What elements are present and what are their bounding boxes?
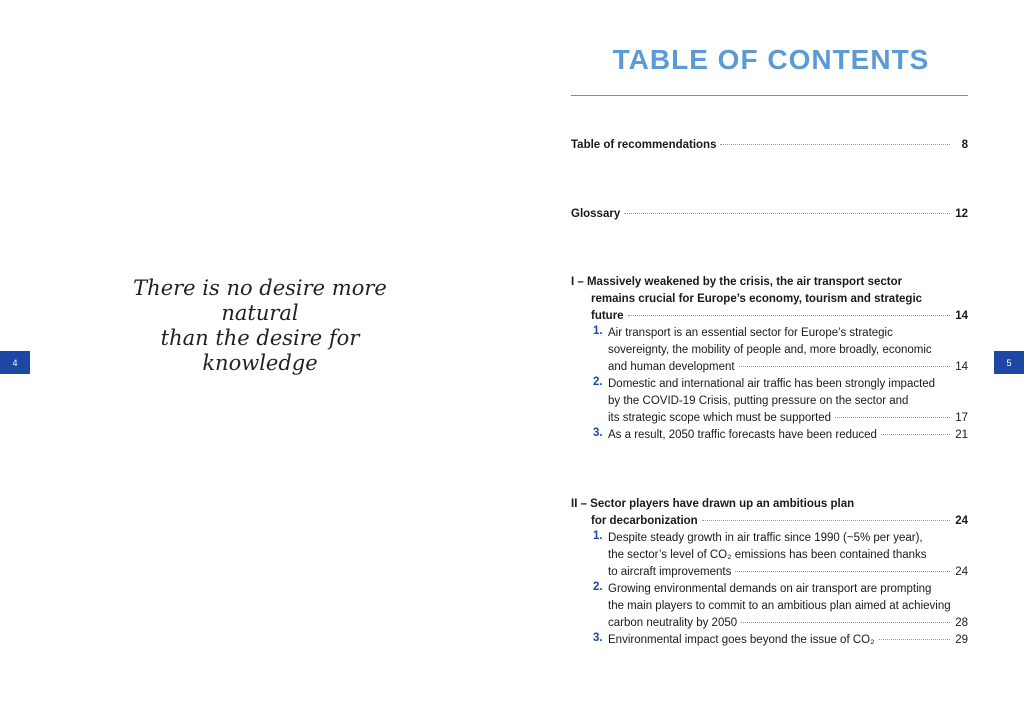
subentry-number: 3. bbox=[593, 427, 603, 439]
subentry-line: Growing environmental demands on air transport are prompting bbox=[608, 583, 932, 595]
page-number-left: 4 bbox=[0, 351, 30, 374]
toc-subentry[interactable] bbox=[571, 325, 968, 376]
subentry-line: sovereignty, the mobility of people and, more broadly, economic bbox=[608, 344, 932, 356]
subentry-line: Despite steady growth in air traffic since 1990 (~5% per year), bbox=[608, 532, 923, 544]
toc-section-2[interactable] bbox=[571, 496, 968, 649]
quote-line-2: than the desire for knowledge bbox=[160, 326, 360, 375]
subentry-line: Environmental impact goes beyond the issue of CO₂ bbox=[608, 634, 875, 646]
toc-page-number: 12 bbox=[955, 208, 968, 220]
toc-page-number: 24 bbox=[955, 566, 968, 578]
toc-entry-glossary[interactable] bbox=[571, 206, 968, 223]
page-title: TABLE OF CONTENTS bbox=[612, 44, 930, 75]
toc-entry-recommendations[interactable] bbox=[571, 137, 968, 154]
dot-leader bbox=[624, 213, 950, 214]
toc-page-number: 28 bbox=[955, 617, 968, 629]
dot-leader bbox=[881, 434, 950, 435]
subentry-line: Air transport is an essential sector for Europe’s strategic bbox=[608, 327, 893, 339]
toc-label: Table of recommendations bbox=[571, 139, 717, 151]
subentry-number: 2. bbox=[593, 376, 603, 388]
toc-page-number: 14 bbox=[955, 361, 968, 373]
dot-leader bbox=[628, 315, 950, 316]
dot-leader bbox=[702, 520, 950, 521]
dot-leader bbox=[879, 639, 950, 640]
section-heading-line: for decarbonization bbox=[591, 515, 698, 527]
right-page bbox=[512, 0, 1024, 703]
toc-subentry[interactable] bbox=[571, 632, 968, 649]
subentry-line: the sector’s level of CO₂ emissions has been contained thanks bbox=[608, 549, 927, 561]
dot-leader bbox=[735, 571, 950, 572]
section-heading-line: II – Sector players have drawn up an ambitious plan bbox=[571, 498, 855, 510]
toc-page-number: 17 bbox=[955, 412, 968, 424]
dot-leader bbox=[739, 366, 950, 367]
section-heading-line: remains crucial for Europe’s economy, tourism and strategic bbox=[591, 293, 923, 305]
toc-page-number: 24 bbox=[955, 515, 968, 527]
dot-leader bbox=[720, 144, 950, 145]
toc-page-number: 21 bbox=[955, 429, 968, 441]
subentry-line: to aircraft improvements bbox=[608, 566, 732, 578]
toc-page-number: 29 bbox=[955, 634, 968, 646]
subentry-number: 1. bbox=[593, 325, 603, 337]
subentry-line: Domestic and international air traffic has been strongly impacted bbox=[608, 378, 936, 390]
toc-page-number: 8 bbox=[961, 139, 968, 151]
toc-label: Glossary bbox=[571, 208, 621, 220]
subentry-number: 3. bbox=[593, 632, 603, 644]
subentry-line: and human development bbox=[608, 361, 735, 373]
toc-section-1[interactable] bbox=[571, 274, 968, 444]
toc-subentry[interactable] bbox=[571, 376, 968, 427]
toc-subentry[interactable] bbox=[571, 427, 968, 444]
toc-subentry[interactable] bbox=[571, 581, 968, 632]
subentry-line: carbon neutrality by 2050 bbox=[608, 617, 738, 629]
section-heading-line: I – Massively weakened by the crisis, the air transport sector bbox=[571, 276, 903, 288]
toc-subentry[interactable] bbox=[571, 530, 968, 581]
quote-line-1: There is no desire more natural bbox=[133, 276, 387, 325]
subentry-line: by the COVID-19 Crisis, putting pressure on the sector and bbox=[608, 395, 909, 407]
subentry-number: 1. bbox=[593, 530, 603, 542]
toc-page-number: 14 bbox=[955, 310, 968, 322]
dot-leader bbox=[835, 417, 950, 418]
page-number-right: 5 bbox=[994, 351, 1024, 374]
subentry-line: the main players to commit to an ambitious plan aimed at achieving bbox=[608, 600, 951, 612]
dot-leader bbox=[741, 622, 950, 623]
epigraph-quote bbox=[100, 276, 420, 376]
subentry-line: As a result, 2050 traffic forecasts have been reduced bbox=[608, 429, 877, 441]
subentry-line: its strategic scope which must be supported bbox=[608, 412, 832, 424]
title-divider bbox=[571, 95, 968, 96]
section-heading-line: future bbox=[591, 310, 624, 322]
subentry-number: 2. bbox=[593, 581, 603, 593]
